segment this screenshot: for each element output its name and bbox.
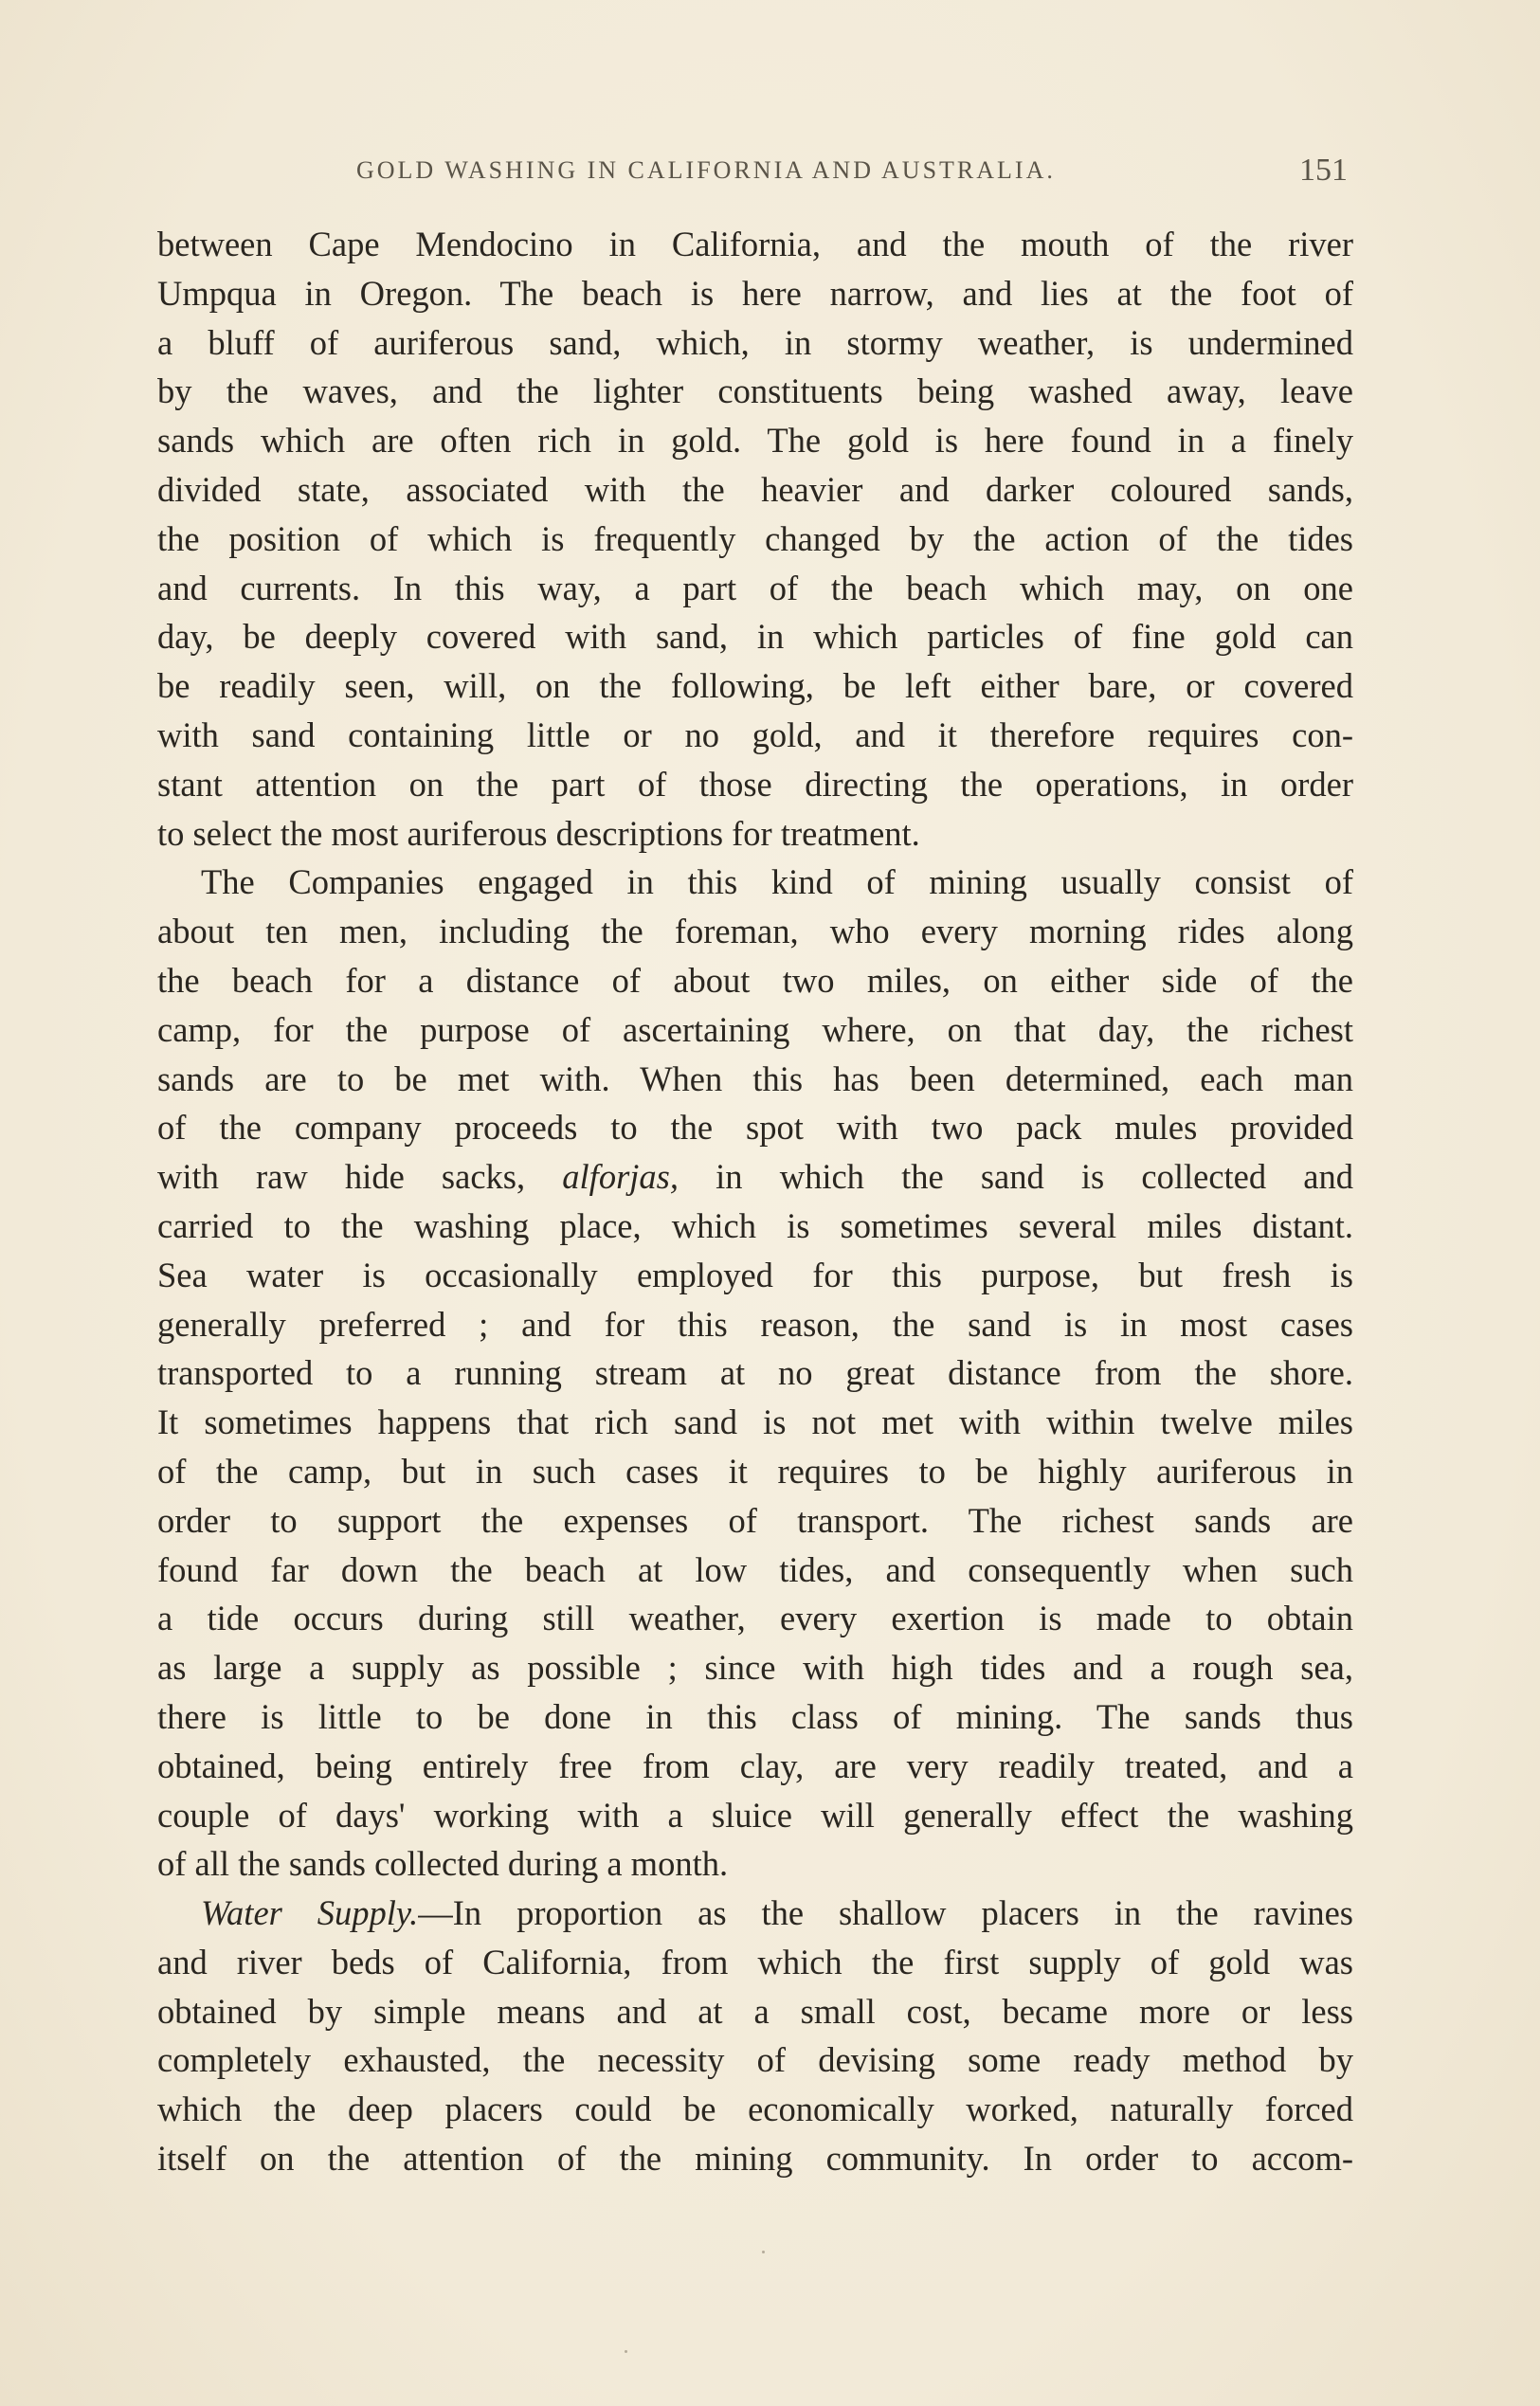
text-line: day, be deeply covered with sand, in which particles of fine gold can [157, 617, 1353, 657]
text-line: generally preferred ; and for this reason, the sand is in most cases [157, 1304, 1353, 1344]
running-title: GOLD WASHING IN CALIFORNIA AND AUSTRALIA. [356, 156, 1056, 184]
text-line: sands are to be met with. When this has been determined, each man [157, 1058, 1353, 1098]
italic-term-alforjas: alforjas, [562, 1157, 679, 1197]
text-line: of the company proceeds to the spot with two pack mules provided [157, 1108, 1353, 1148]
text-segment: —In proportion as the shallow placers in the ravines [418, 1893, 1353, 1933]
text-line: sands which are often rich in gold. The gold is here found in a finely [157, 421, 1353, 461]
text-line: found far down the beach at low tides, and consequently when such [157, 1549, 1353, 1589]
text-line: be readily seen, will, on the following, be left either bare, or covered [157, 666, 1353, 706]
paragraph [157, 220, 1353, 858]
text-line: stant attention on the part of those directing the operations, in order [157, 764, 1353, 804]
page-number: 151 [1299, 153, 1348, 188]
italic-heading-water-supply: Water Supply. [201, 1893, 419, 1933]
text-line: the beach for a distance of about two miles, on either side of the [157, 960, 1353, 1000]
text-line: between Cape Mendocino in California, and the mouth of the river [157, 225, 1353, 263]
paragraph [157, 858, 1353, 1889]
text-line: obtained, being entirely free from clay, are very readily treated, and a [157, 1746, 1353, 1785]
text-line: The Companies engaged in this kind of mining usually consist of [201, 862, 1353, 902]
text-segment: with raw hide sacks, [157, 1157, 563, 1197]
text-line: completely exhausted, the necessity of devising some ready method by [157, 2040, 1353, 2080]
text-line: order to support the expenses of transport. The richest sands are [157, 1500, 1353, 1540]
text-line: by the waves, and the lighter constituents being washed away, leave [157, 371, 1353, 411]
text-line: and currents. In this way, a part of the beach which may, on one [157, 568, 1353, 607]
text-line: and river beds of California, from which the first supply of gold was [157, 1942, 1353, 1981]
text-line: divided state, associated with the heavier and darker coloured sands, [157, 469, 1353, 509]
paper-speck [625, 2350, 627, 2353]
text-line-with-italic [157, 1889, 1353, 1938]
text-line: a bluff of auriferous sand, which, in stormy weather, is undermined [157, 322, 1353, 362]
text-line: to select the most auriferous descriptions for treatment. [157, 813, 920, 853]
text-line: It sometimes happens that rich sand is not met with within twelve miles [157, 1402, 1353, 1442]
text-line: of the camp, but in such cases it requires to be highly auriferous in [157, 1451, 1353, 1491]
paragraph [157, 1889, 1353, 2183]
text-segment: in which the sand is collected and [679, 1157, 1353, 1197]
text-line: obtained by simple means and at a small cost, became more or less [157, 1991, 1353, 2031]
text-line-with-italic [157, 1152, 1353, 1202]
text-line: transported to a running stream at no great distance from the shore. [157, 1353, 1353, 1393]
text-line: itself on the attention of the mining community. In order to accom- [157, 2139, 1353, 2179]
text-line: the position of which is frequently changed by the action of the tides [157, 518, 1353, 558]
text-line: carried to the washing place, which is sometimes several miles distant. [157, 1205, 1353, 1245]
text-line: Sea water is occasionally employed for this purpose, but fresh is [157, 1255, 1353, 1294]
text-line: Umpqua in Oregon. The beach is here narrow, and lies at the foot of [157, 273, 1353, 313]
text-line: of all the sands collected during a month. [157, 1844, 729, 1884]
body-text [157, 220, 1353, 2183]
text-line: there is little to be done in this class of mining. The sands thus [157, 1696, 1353, 1736]
text-line: which the deep placers could be economically worked, naturally forced [157, 2089, 1353, 2129]
running-head [157, 153, 1353, 194]
text-line: camp, for the purpose of ascertaining where, on that day, the richest [157, 1009, 1353, 1049]
text-line: with sand containing little or no gold, and it therefore requires con- [157, 715, 1353, 754]
text-line: a tide occurs during still weather, every exertion is made to obtain [157, 1599, 1353, 1638]
text-line: couple of days' working with a sluice will generally effect the washing [157, 1795, 1353, 1835]
paper-speck [762, 2251, 765, 2253]
text-line: as large a supply as possible ; since with high tides and a rough sea, [157, 1648, 1353, 1688]
text-line: about ten men, including the foreman, who every morning rides along [157, 912, 1353, 951]
